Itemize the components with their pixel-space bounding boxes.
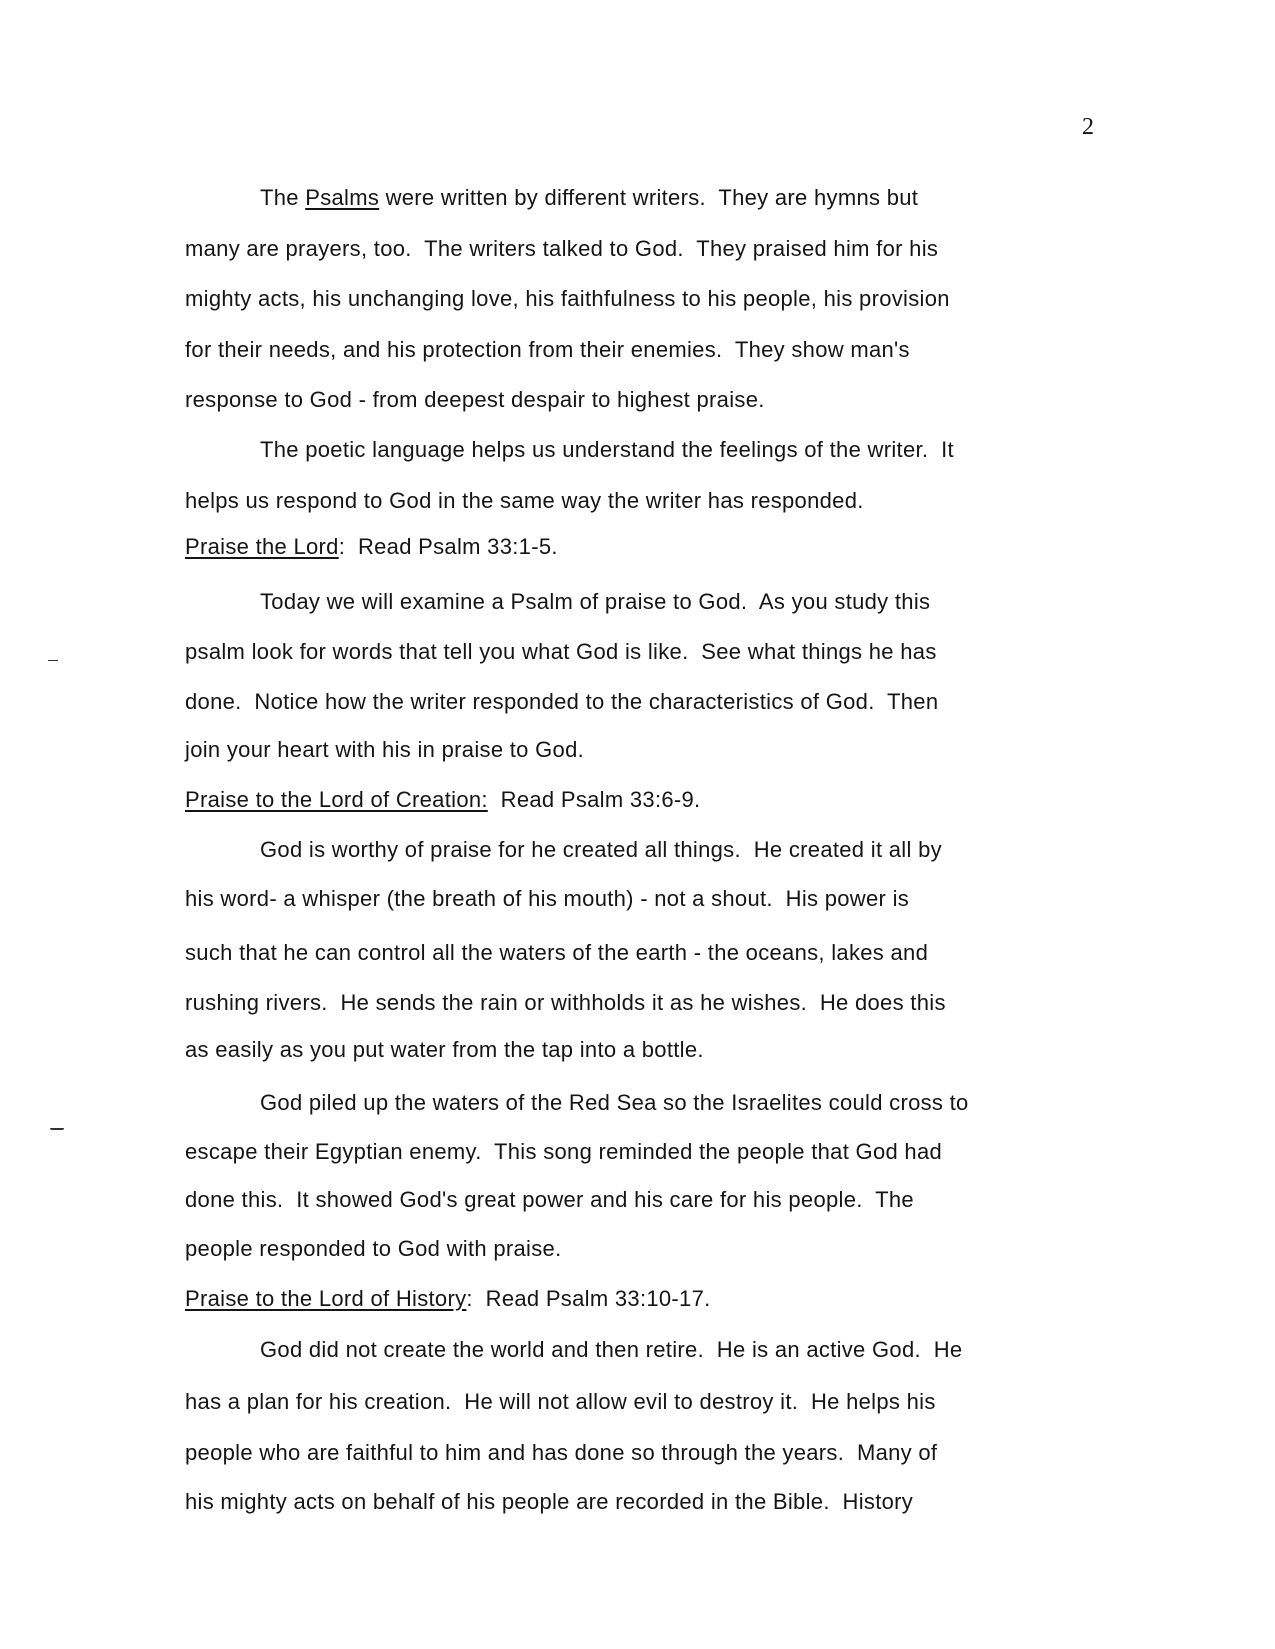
text-run: for their needs, and his protection from their enemies. They show man's — [185, 337, 910, 362]
text-run: his mighty acts on behalf of his people are recorded in the Bible. History — [185, 1489, 914, 1514]
text-run: as easily as you put water from the tap into a bottle. — [185, 1037, 704, 1062]
text-run: has a plan for his creation. He will not allow evil to destroy it. He helps his — [185, 1389, 936, 1414]
text-run: response to God - from deepest despair to highest praise. — [185, 387, 765, 412]
text-line — [185, 533, 558, 561]
section-heading: Praise to the Lord of History — [185, 1286, 467, 1311]
text-line — [185, 638, 937, 666]
section-heading: Psalms — [305, 185, 380, 210]
text-line — [185, 1439, 937, 1467]
text-run: Today we will examine a Psalm of praise to God. As you study this — [260, 589, 931, 614]
text-line — [185, 285, 950, 313]
text-run: God is worthy of praise for he created all things. He created it all by — [260, 837, 942, 862]
text-run: done. Notice how the writer responded to the characteristics of God. Then — [185, 689, 939, 714]
text-run: psalm look for words that tell you what God is like. See what things he has — [185, 639, 937, 664]
text-line — [185, 336, 910, 364]
text-run: God did not create the world and then retire. He is an active God. He — [260, 1337, 963, 1362]
text-line — [260, 588, 930, 616]
text-line — [185, 235, 938, 263]
text-line — [185, 487, 864, 515]
text-run: helps us respond to God in the same way the writer has responded. — [185, 488, 864, 513]
text-line — [260, 1089, 969, 1117]
text-run: people responded to God with praise. — [185, 1236, 562, 1261]
text-line — [185, 885, 909, 913]
text-run: : Read Psalm 33:1-5. — [338, 534, 558, 559]
text-run: were written by different writers. They are hymns but — [379, 185, 919, 210]
text-line — [185, 688, 938, 716]
text-line — [185, 1235, 562, 1263]
text-line — [185, 786, 700, 814]
text-run: The — [260, 185, 306, 210]
text-line — [185, 736, 584, 764]
text-line — [185, 939, 928, 967]
section-heading: Praise to the Lord of Creation: — [185, 787, 488, 812]
text-line — [185, 989, 946, 1017]
text-run: such that he can control all the waters of the earth - the oceans, lakes and — [185, 940, 929, 965]
text-line — [185, 1285, 711, 1313]
text-run: Read Psalm 33:6-9. — [487, 787, 701, 812]
text-run: many are prayers, too. The writers talked to God. They praised him for his — [185, 236, 939, 261]
text-run: done this. It showed God's great power and his care for his people. The — [185, 1187, 914, 1212]
text-run: his word- a whisper (the breath of his mouth) - not a shout. His power is — [185, 886, 910, 911]
text-line — [185, 1488, 913, 1516]
text-line — [185, 1186, 914, 1214]
text-run: God piled up the waters of the Red Sea so the Israelites could cross to — [260, 1090, 969, 1115]
text-line — [185, 1138, 942, 1166]
text-run: escape their Egyptian enemy. This song reminded the people that God had — [185, 1139, 943, 1164]
scan-mark — [50, 1128, 64, 1130]
text-line — [185, 1036, 704, 1064]
text-run: rushing rivers. He sends the rain or withholds it as he wishes. He does this — [185, 990, 946, 1015]
text-line — [185, 386, 765, 414]
text-run: mighty acts, his unchanging love, his faithfulness to his people, his provision — [185, 286, 950, 311]
text-run: : Read Psalm 33:10-17. — [466, 1286, 711, 1311]
section-heading: Praise the Lord — [185, 534, 339, 559]
text-line — [260, 436, 954, 464]
text-line — [260, 1336, 962, 1364]
page-number: 2 — [1082, 114, 1094, 140]
scan-mark — [48, 660, 58, 661]
text-run: people who are faithful to him and has done so through the years. Many of — [185, 1440, 938, 1465]
text-line — [185, 1388, 936, 1416]
text-line — [260, 836, 942, 864]
text-run: The poetic language helps us understand the feelings of the writer. It — [260, 437, 954, 462]
text-line — [260, 184, 918, 212]
text-run: join your heart with his in praise to God. — [185, 737, 585, 762]
